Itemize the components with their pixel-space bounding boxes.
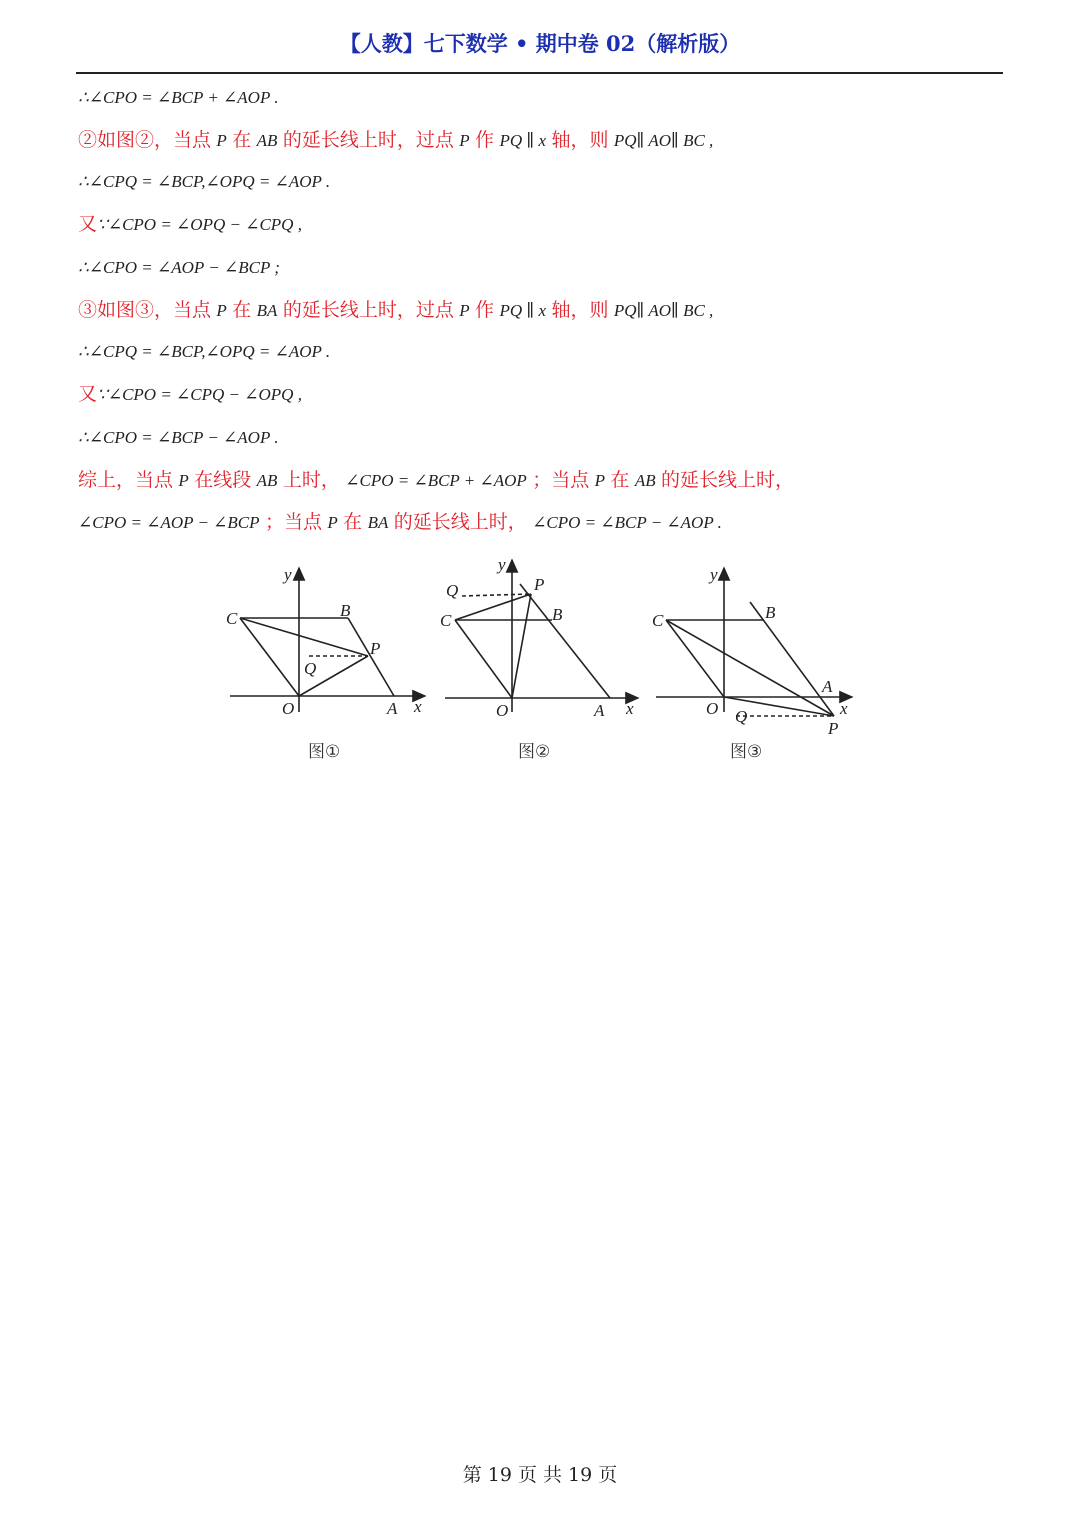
red-text: 在	[610, 469, 630, 491]
fig3-label-x: x	[840, 699, 848, 718]
proof-line-5	[78, 256, 280, 280]
red-text: ②如图②，当点	[78, 129, 212, 151]
red-text: ；当点	[532, 469, 590, 491]
math-text: P	[459, 301, 470, 320]
red-text: 又	[78, 383, 98, 405]
math-text: ∠CPO = ∠BCP + ∠AOP	[345, 471, 527, 490]
fig3-label-Q: Q	[735, 707, 748, 726]
math-text: AB	[256, 131, 278, 150]
fig2-label-P: P	[534, 575, 545, 594]
proof-line-2	[78, 128, 713, 153]
math-text: P	[459, 131, 470, 150]
fig1-label-y: y	[284, 565, 292, 584]
red-text: 的延长线上时，	[393, 511, 527, 533]
math-text: ∠CPO = ∠BCP − ∠AOP .	[532, 513, 722, 532]
fig2-label-O: O	[496, 701, 509, 720]
math-text: ∴∠CPO = ∠AOP − ∠BCP ;	[78, 258, 280, 277]
proof-line-3	[78, 170, 330, 194]
math-text: ∠CPO = ∠AOP − ∠BCP	[78, 513, 260, 532]
red-text: 的延长线上时，过点	[282, 129, 454, 151]
red-text: 在	[232, 129, 252, 151]
math-text: PQ ∥ x	[499, 131, 547, 150]
proof-line-8	[78, 382, 302, 407]
red-text: 轴，则	[551, 299, 609, 321]
red-text: 轴，则	[551, 129, 609, 151]
fig3-label-B: B	[765, 603, 776, 622]
math-text: P	[594, 471, 605, 490]
red-text: 又	[78, 213, 98, 235]
header-rule	[76, 72, 1003, 74]
fig1-label-B: B	[340, 601, 351, 620]
fig1-label-O: O	[282, 699, 295, 718]
proof-line-10	[78, 468, 794, 493]
math-text: AB	[634, 471, 656, 490]
fig2-label-B: B	[552, 605, 563, 624]
proof-line-4	[78, 212, 302, 237]
page-header: 【人教】七下数学 • 期中卷 02（解析版）	[339, 31, 741, 56]
math-text: PQ∥ AO∥ BC ,	[613, 301, 714, 320]
fig2-label-y: y	[498, 555, 506, 574]
red-text: 的延长线上时，	[661, 469, 795, 491]
math-text: BA	[367, 513, 389, 532]
proof-line-6	[78, 298, 713, 323]
red-text: ③如图③，当点	[78, 299, 212, 321]
fig1-label-Q: Q	[304, 659, 317, 678]
red-text: 综上，当点	[78, 469, 174, 491]
math-text: ∵∠CPO = ∠OPQ − ∠CPQ ,	[97, 215, 302, 234]
fig3-label-y: y	[710, 565, 718, 584]
fig1-label-P: P	[370, 639, 381, 658]
fig1-label-x: x	[414, 697, 422, 716]
red-text: 作	[475, 299, 495, 321]
fig3-label-A: A	[822, 677, 833, 696]
fig2-caption: 图②	[518, 742, 551, 762]
math-text: P	[216, 131, 227, 150]
proof-line-11	[78, 510, 722, 535]
math-text: ∴∠CPO = ∠BCP + ∠AOP .	[78, 88, 279, 107]
math-text: ∵∠CPO = ∠CPQ − ∠OPQ ,	[97, 385, 302, 404]
fig2-label-A: A	[594, 701, 605, 720]
proof-line-9	[78, 426, 279, 450]
geometry-figures	[220, 552, 860, 772]
fig2-label-x: x	[626, 699, 634, 718]
proof-line-1	[78, 86, 279, 110]
fig3-label-C: C	[652, 611, 664, 630]
fig3-label-P: P	[828, 719, 839, 738]
math-text: P	[216, 301, 227, 320]
math-text: ∴∠CPQ = ∠BCP,∠OPQ = ∠AOP .	[78, 342, 331, 361]
fig1-caption: 图①	[308, 742, 341, 762]
red-text: 的延长线上时，过点	[282, 299, 454, 321]
math-text: P	[327, 513, 338, 532]
fig3-caption: 图③	[730, 742, 763, 762]
fig3-label-O: O	[706, 699, 719, 718]
red-text: 上时，	[282, 469, 340, 491]
math-text: P	[178, 471, 189, 490]
math-text: AB	[256, 471, 278, 490]
red-text: 在	[232, 299, 252, 321]
math-text: PQ ∥ x	[499, 301, 547, 320]
red-text: ；当点	[264, 511, 322, 533]
math-text: ∴∠CPQ = ∠BCP,∠OPQ = ∠AOP .	[78, 172, 331, 191]
fig1-label-A: A	[387, 699, 398, 718]
fig2-label-Q: Q	[446, 581, 459, 600]
red-text: 在线段	[194, 469, 252, 491]
math-text: BA	[256, 301, 278, 320]
red-text: 作	[475, 129, 495, 151]
math-text: PQ∥ AO∥ BC ,	[613, 131, 714, 150]
figure-1	[230, 568, 425, 712]
math-text: ∴∠CPO = ∠BCP − ∠AOP .	[78, 428, 279, 447]
proof-line-7	[78, 340, 330, 364]
red-text: 在	[343, 511, 363, 533]
fig1-label-C: C	[226, 609, 238, 628]
fig2-label-C: C	[440, 611, 452, 630]
page-footer: 第 19 页 共 19 页	[462, 1464, 618, 1486]
